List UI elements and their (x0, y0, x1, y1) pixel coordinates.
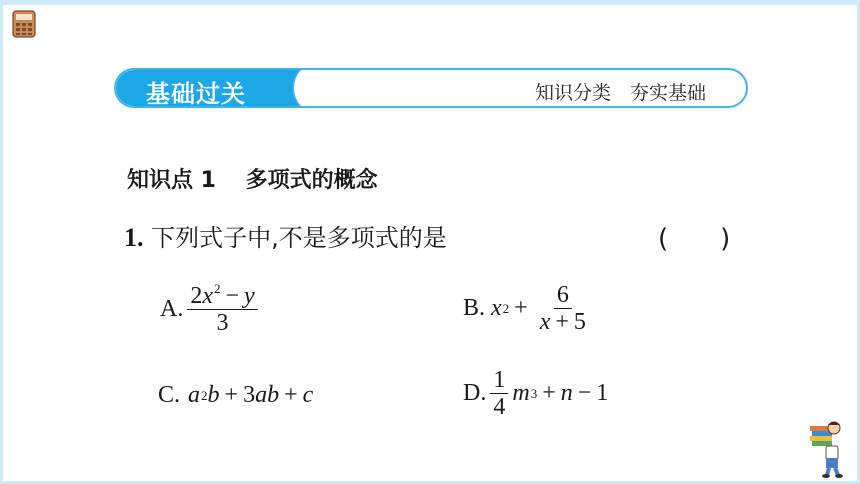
question-stem (124, 218, 447, 253)
banner-subtitle: 知识分类 夯实基础 (534, 82, 706, 104)
option-d-exp: 3 (530, 385, 538, 401)
option-c-a: a (188, 382, 201, 408)
option-c-coef: 3 (243, 382, 256, 408)
option-b-plus: + (514, 295, 528, 322)
option-d-denominator: 4 (493, 394, 506, 421)
option-d[interactable] (463, 367, 608, 421)
option-b-numerator: 6 (554, 282, 572, 309)
calculator-icon (12, 10, 36, 38)
option-d-one: 1 (596, 380, 609, 407)
banner-title: 基础过关 (146, 80, 246, 108)
option-c-c: c (302, 382, 314, 408)
option-c-plus-1: + (224, 382, 239, 408)
option-c-plus-2: + (284, 382, 298, 408)
option-d-plus: + (542, 380, 556, 407)
option-c[interactable] (158, 382, 313, 409)
option-c-exp: 2 (201, 387, 208, 403)
option-d-fraction (490, 367, 508, 421)
option-d-label: D. (463, 380, 487, 407)
option-d-minus: − (577, 380, 592, 407)
option-a-denominator: 3 (216, 310, 229, 337)
question-number: 1. (124, 223, 144, 252)
option-a[interactable] (160, 282, 262, 337)
option-c-ab: ab (255, 382, 280, 408)
option-a-fraction (187, 282, 257, 337)
option-a-label: A. (160, 295, 184, 322)
knowledge-point-heading: 知识点 1 多项式的概念 (127, 168, 378, 193)
option-b-fraction (537, 282, 589, 336)
option-b-exp: 2 (502, 300, 510, 316)
question-text: 下列式子中,不是多项式的是 (151, 224, 447, 252)
option-c-label: C. (158, 382, 181, 408)
option-c-b: b (207, 382, 220, 408)
option-b-label: B. (463, 295, 486, 322)
option-a-numerator: $2x^2 - y$ (187, 282, 257, 310)
section-banner (114, 68, 748, 108)
option-d-m: m (512, 380, 530, 407)
option-b-x: x (491, 295, 502, 322)
option-b[interactable] (463, 282, 593, 336)
student-carrying-books-icon (806, 420, 846, 478)
option-b-denominator: x + 5 (539, 309, 586, 336)
option-d-n: n (560, 380, 573, 407)
option-d-numerator: 1 (490, 367, 508, 394)
answer-blank[interactable]: ( ) (658, 224, 731, 254)
